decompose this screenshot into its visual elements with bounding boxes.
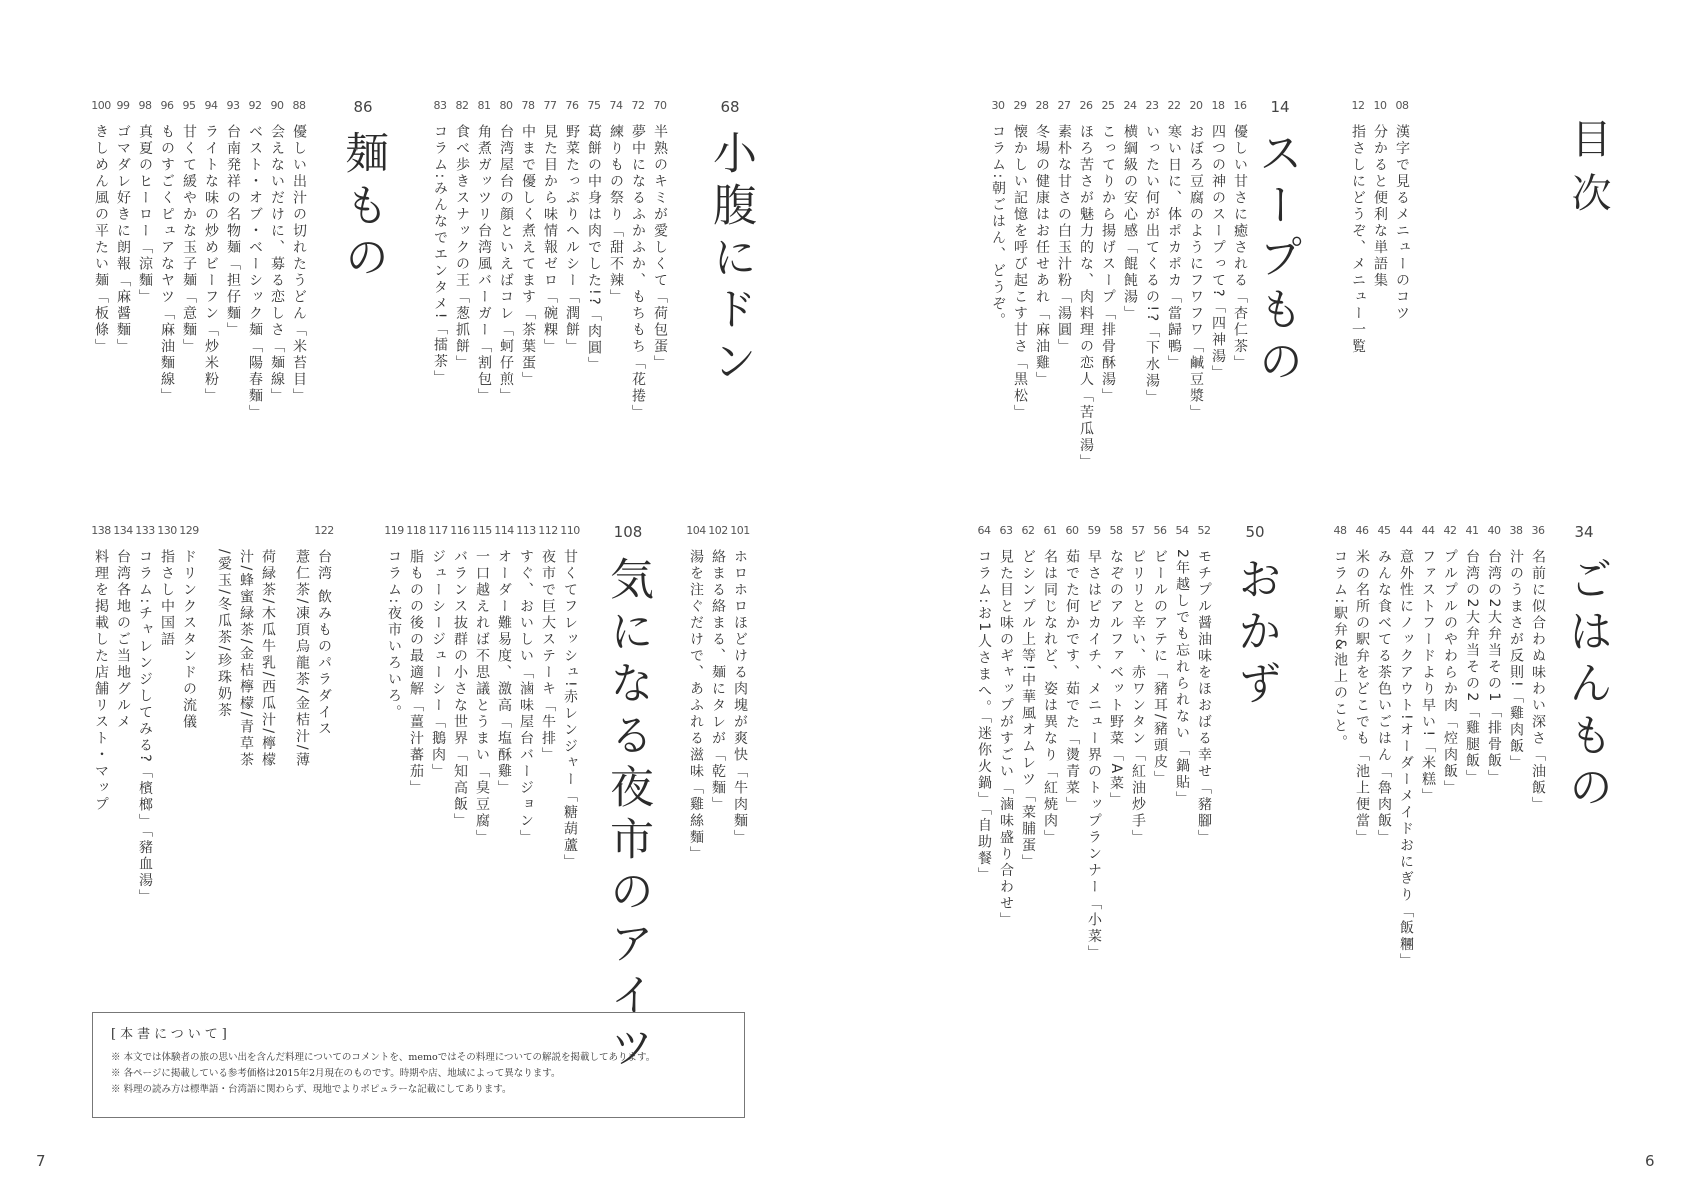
entry-text: ベスト・オブ・ベーシック麺「陽春麵」 [247,124,263,421]
list-item[interactable] [200,98,222,421]
appendix-list [90,523,200,906]
page-number: 112 [538,524,558,537]
entry-text: 台湾 飲みものパラダイス [316,549,332,738]
page-number: 95 [182,99,196,112]
list-item[interactable] [1483,523,1505,970]
list-item[interactable] [222,98,244,421]
list-item[interactable] [1061,523,1083,962]
list-item[interactable] [1207,98,1229,471]
page-number: 23 [1145,99,1159,112]
page-number: 133 [135,524,155,537]
section-page-number: 108 [613,523,643,541]
list-item[interactable] [995,523,1017,962]
page-number: 88 [292,99,306,112]
page-number: 134 [113,524,133,537]
entry-text: 甘くて緩やかな玉子麺「意麵」 [181,124,197,355]
list-item[interactable] [429,98,451,421]
entry-text: 台湾各地のご当地グルメ [115,549,131,731]
entry-text: みんな食べてる茶色いごはん「魯肉飯」 [1376,549,1392,846]
list-item[interactable] [1417,523,1439,970]
snack-list [417,98,671,421]
list-item[interactable] [451,98,473,421]
list-item[interactable] [583,98,605,421]
entry-text: 漢字で見るメニューのコツ [1394,124,1410,322]
list-item[interactable] [178,98,200,421]
entry-text: 汁のうまさが反則!「雞肉飯」 [1508,549,1524,772]
entry-text: 2年越しでも忘れられない「鍋貼」 [1174,549,1190,808]
list-item[interactable] [427,523,449,871]
entry-text: 野菜たっぷりヘルシー「潤餅」 [564,124,580,355]
section-title: 小腹にドン [705,130,756,390]
toc-list [1347,98,1413,355]
list-item [235,523,257,769]
entry-text: 真夏のヒーロー「涼麵」 [137,124,153,306]
page-number: 20 [1189,99,1203,112]
list-item[interactable] [1141,98,1163,471]
page-number: 100 [91,99,111,112]
list-item[interactable] [1347,98,1369,355]
page-number: 92 [248,99,262,112]
list-item[interactable] [1395,523,1417,970]
page-number: 16 [1233,99,1247,112]
entry-text: 脂ものの後の最適解「薑汁蕃茄」 [408,549,424,797]
entry-text: こってりから揚げスープ「排骨酥湯」 [1100,124,1116,405]
entry-text: 湯を注ぐだけで、あふれる滋味「雞絲麵」 [688,549,704,863]
page-number: 63 [999,524,1013,537]
entry-text: 食べ歩きスナックの王「葱抓餅」 [454,124,470,372]
entry-text: なぞのアルファベット野菜「A菜」 [1108,549,1124,809]
list-item[interactable] [1075,98,1097,471]
page-number: 64 [977,524,991,537]
list-item[interactable] [112,98,134,421]
page-number: 114 [494,524,514,537]
night-list-upper [685,523,751,863]
list-item[interactable] [90,523,112,906]
page-number: 80 [499,99,513,112]
page-number: 22 [1167,99,1181,112]
page-number: 122 [314,524,334,537]
entry-text: ファストフードより早い!「米糕」 [1420,549,1436,805]
list-item[interactable] [1171,523,1193,962]
page-number: 83 [433,99,447,112]
section-title: おかず [1230,556,1281,712]
soup-list [987,98,1251,471]
entry-text: すぐ、おいしい「滷味屋台バージョン」 [518,549,534,846]
list-item[interactable] [627,98,649,421]
list-item[interactable] [1461,523,1483,970]
entry-text: いったい何が出てくるの!?「下水湯」 [1144,124,1160,407]
page-number: 98 [138,99,152,112]
entry-text: コラム:チャレンジしてみる?「檳榔」「豬血湯」 [137,549,153,906]
page-number: 56 [1153,524,1167,537]
list-item[interactable] [405,523,427,871]
entry-text: 夢中になるふかふか、もちもち「花捲」 [630,124,646,421]
entry-text: 見た目と味のギャップがすごい「滷味盛り合わせ」 [998,549,1014,929]
page-number: 12 [1351,99,1365,112]
entry-text: 料理を掲載した店舗リスト・マップ [93,549,109,813]
list-item[interactable] [493,523,515,871]
list-item[interactable] [1329,523,1351,970]
page-number: 81 [477,99,491,112]
page-number: 102 [708,524,728,537]
list-item[interactable] [156,98,178,421]
list-item [257,523,279,769]
entry-text: 薏仁茶/凍頂烏龍茶/金桔汁/薄 [294,549,310,769]
list-item[interactable] [1229,98,1251,471]
page-number: 104 [686,524,706,537]
note-line: ※ 料理の読み方は標準語・台湾語に関わらず、現地でよりポピュラーな記載にしてあります。 [111,1084,512,1095]
list-item[interactable] [539,98,561,421]
list-item[interactable] [515,523,537,871]
list-item[interactable] [1527,523,1549,970]
page-number: 48 [1333,524,1347,537]
list-item[interactable] [685,523,707,863]
section-title: 気になる夜市のアイツ [602,556,653,1076]
page-number: 40 [1487,524,1501,537]
folio-right: 6 [1645,1152,1655,1170]
list-item[interactable] [1017,523,1039,962]
page-number: 54 [1175,524,1189,537]
section-page-number: 34 [1574,523,1594,541]
entry-text: 台南発祥の名物麺「担仔麵」 [225,124,241,339]
page-number: 44 [1421,524,1435,537]
list-item[interactable] [561,98,583,421]
drink-list [213,523,335,769]
noodle-list [90,98,310,421]
page-number: 41 [1465,524,1479,537]
section-title: ごはんもの [1561,556,1612,816]
page-number: 08 [1395,99,1409,112]
entry-text: おぼろ豆腐のようにフワフワ「鹹豆漿」 [1188,124,1204,421]
page-number: 60 [1065,524,1079,537]
page-number: 76 [565,99,579,112]
entry-text: /愛玉/冬瓜茶/珍珠奶茶 [216,549,232,720]
page-number: 138 [91,524,111,537]
section-page-number: 68 [720,98,740,116]
page-number: 58 [1109,524,1123,537]
entry-text: 指さし中国語 [159,549,175,648]
list-item[interactable] [729,523,751,863]
page-number: 44 [1399,524,1413,537]
entry-text: コラム:お1人さまへ。「迷你火鍋」「自助餐」 [976,549,992,884]
list-item[interactable] [134,523,156,906]
list-item[interactable] [244,98,266,421]
list-item[interactable] [1185,98,1207,471]
note-line: ※ 各ページに掲載している参考価格は2015年2月現在のものです。時期や店、地域によって異なります。 [111,1068,561,1079]
entry-text: ゴマダレ好きに朗報「麻醤麵」 [115,124,131,355]
list-item[interactable] [605,98,627,421]
list-item[interactable] [471,523,493,871]
list-item[interactable] [987,98,1009,471]
list-item[interactable] [449,523,471,871]
list-item[interactable] [288,98,310,421]
list-item[interactable] [473,98,495,421]
page-number: 36 [1531,524,1545,537]
page-number: 75 [587,99,601,112]
entry-text: 分かると便利な単語集 [1372,124,1388,289]
page-number: 93 [226,99,240,112]
entry-text: 絡まる絡まる、麺にタレが「乾麵」 [710,549,726,813]
page-number: 96 [160,99,174,112]
entry-text: モチプル醤油味をほおばる幸せ「豬腳」 [1196,549,1212,846]
page-number: 27 [1057,99,1071,112]
note-title: [本書について] [111,1027,231,1042]
entry-text: 台湾の2大弁当その2「雞腿飯」 [1464,549,1480,787]
page-number: 42 [1443,524,1457,537]
list-item [213,523,235,769]
page-number: 70 [653,99,667,112]
list-item[interactable] [559,523,581,871]
entry-text: 名は同じなれど、姿は異なり「紅焼肉」 [1042,549,1058,846]
page-number: 118 [406,524,426,537]
entry-text: 葛餅の中身は肉でした!?「肉圓」 [586,124,602,374]
entry-text: ドリンクスタンドの流儀 [181,549,197,731]
list-item[interactable] [1009,98,1031,471]
list-item[interactable] [1369,98,1391,355]
list-item[interactable] [1351,523,1373,970]
entry-text: 中まで優しく煮えてます「茶葉蛋」 [520,124,536,388]
list-item[interactable] [1127,523,1149,962]
entry-text: どシンプル上等!中華風オムレツ「菜脯蛋」 [1020,549,1036,871]
page-number: 30 [991,99,1005,112]
entry-text: ビールのアテに「豬耳/豬頭皮」 [1152,549,1168,788]
entry-text: 半熟のキミが愛しくて「荷包蛋」 [652,124,668,372]
entry-text: 優しい甘さに癒される「杏仁茶」 [1232,124,1248,372]
page-number: 74 [609,99,623,112]
entry-text: 意外性にノックアウト!オーダーメイドおにぎり「飯糰」 [1398,549,1414,970]
about-this-book-box [92,1012,745,1118]
section-title: スープもの [1251,130,1302,390]
entry-text: 汁/蜂蜜緑茶/金桔檸檬/青草茶 [238,549,254,769]
entry-text: ホロホロほどける肉塊が爽快「牛肉麵」 [732,549,748,846]
page-number: 26 [1079,99,1093,112]
okazu-list [973,523,1215,962]
list-item[interactable] [1373,523,1395,970]
entry-text: オーダー難易度、激高「塩酥雞」 [496,549,512,797]
entry-text: 台湾の2大弁当その1「排骨飯」 [1486,549,1502,787]
page-number: 116 [450,524,470,537]
list-item [291,523,313,769]
list-item[interactable] [313,523,335,769]
entry-text: プルプルのやわらか肉「焢肉飯」 [1442,549,1458,797]
section-page-number: 86 [353,98,373,116]
page-number: 25 [1101,99,1115,112]
list-item[interactable] [1439,523,1461,970]
night-list [371,523,581,871]
entry-text: 懐かしい記憶を呼び起こす甘さ「黒松」 [1012,124,1028,421]
entry-text: 指さしにどうぞ、メニュー一覧 [1350,124,1366,355]
entry-text: 夜市で巨大ステーキ「牛排」 [540,549,556,764]
list-item[interactable] [1083,523,1105,962]
list-item[interactable] [1105,523,1127,962]
page-number: 61 [1043,524,1057,537]
page-number: 110 [560,524,580,537]
entry-text: 会えないだけに、募る恋しさ「麺線」 [269,124,285,405]
entry-text: 米の名所の駅弁をどこでも「池上便當」 [1354,549,1370,846]
page-number: 99 [116,99,130,112]
page-number: 90 [270,99,284,112]
page-number: 29 [1013,99,1027,112]
list-item[interactable] [156,523,178,906]
entry-text: 甘くてフレッシュ!赤レンジャー「糖葫蘆」 [562,549,578,871]
list-item[interactable] [537,523,559,871]
page-number: 52 [1197,524,1211,537]
list-item[interactable] [90,98,112,421]
page-number: 38 [1509,524,1523,537]
entry-text: ほろ苦さが魅力的な、肉料理の恋人「苦瓜湯」 [1078,124,1094,471]
list-item[interactable] [383,523,405,871]
entry-text: 素朴な甘さの白玉汁粉「湯圓」 [1056,124,1072,355]
list-item[interactable] [649,98,671,421]
page-number: 82 [455,99,469,112]
page-number: 78 [521,99,535,112]
entry-text: 茹でた何かです、茹でた「燙青菜」 [1064,549,1080,813]
list-item[interactable] [1193,523,1215,962]
folio-left: 7 [36,1152,46,1170]
list-item[interactable] [1163,98,1185,471]
entry-text: 優しい出汁の切れたうどん「米苔目」 [291,124,307,405]
page-number: 18 [1211,99,1225,112]
list-item[interactable] [1391,98,1413,355]
list-item[interactable] [1505,523,1527,970]
page-number: 129 [179,524,199,537]
page-number: 72 [631,99,645,112]
page-number: 130 [157,524,177,537]
page-number: 101 [730,524,750,537]
list-item[interactable] [1119,98,1141,471]
entry-text: きしめん風の平たい麺「板條」 [93,124,109,355]
page-number: 10 [1373,99,1387,112]
entry-text: 荷緑茶/木瓜牛乳/西瓜汁/檸檬 [260,549,276,769]
entry-text: 台湾屋台の顔といえばコレ「蚵仔煎」 [498,124,514,405]
entry-text: 冬場の健康はお任せあれ「麻油雞」 [1034,124,1050,388]
entry-text: 一口越えれば不思議とうまい「臭豆腐」 [474,549,490,846]
list-item[interactable] [973,523,995,962]
entry-text: ジューシージューシー「鵝肉」 [430,549,446,780]
entry-text: 角煮ガッツリ台湾風バーガー「割包」 [476,124,492,405]
entry-text: コラム:夜市いろいろ。 [386,549,402,722]
page-number: 24 [1123,99,1137,112]
section-page-number: 50 [1245,523,1265,541]
list-item[interactable] [1039,523,1061,962]
list-item[interactable] [517,98,539,421]
page-number: 113 [516,524,536,537]
entry-text: 寒い日に、体ポカポカ「當歸鴨」 [1166,124,1182,372]
entry-text: バランス抜群の小さな世界「知高飯」 [452,549,468,830]
page-number: 59 [1087,524,1101,537]
entry-text: コラム:朝ごはん、どうぞ。 [990,124,1006,330]
list-item[interactable] [112,523,134,906]
entry-text: コラム:みんなでエンタメ!「擂茶」 [432,124,448,387]
entry-text: 名前に似合わぬ味わい深さ「油飯」 [1530,549,1546,813]
entry-text: ピリリと辛い、赤ワンタン「紅油炒手」 [1130,549,1146,846]
page-number: 57 [1131,524,1145,537]
list-item[interactable] [1031,98,1053,471]
list-item[interactable] [1149,523,1171,962]
entry-text: 四つの神のスープって?「四神湯」 [1210,124,1226,382]
list-item[interactable] [707,523,729,863]
list-item[interactable] [1053,98,1075,471]
page-number: 46 [1355,524,1369,537]
note-line: ※ 本文では体験者の旅の思い出を含んだ料理についてのコメントを、memoではその料理についての解説を掲載してあります。 [111,1052,656,1063]
page-number: 94 [204,99,218,112]
list-item[interactable] [495,98,517,421]
page-number: 119 [384,524,404,537]
list-item[interactable] [134,98,156,421]
page-number: 77 [543,99,557,112]
toc-title: 目次 [1565,118,1611,226]
section-page-number: 14 [1270,98,1290,116]
entry-text: 早さはピカイチ、メニュー界のトップランナー「小菜」 [1086,549,1102,962]
page-number: 117 [428,524,448,537]
list-item[interactable] [1097,98,1119,471]
entry-text: 横綱級の安心感「餛飩湯」 [1122,124,1138,322]
entry-text: コラム:駅弁&池上のこと。 [1332,549,1348,752]
list-item[interactable] [266,98,288,421]
entry-text: ものすごくピュアなヤツ「麻油麵線」 [159,124,175,405]
rice-list [1329,523,1549,970]
entry-text: 見た目から味情報ゼロ「碗粿」 [542,124,558,355]
page-number: 62 [1021,524,1035,537]
entry-text: 練りもの祭り「甜不辣」 [608,124,624,306]
entry-text: ライトな味の炒めビーフン「炒米粉」 [203,124,219,405]
list-item[interactable] [178,523,200,906]
section-title: 麺もの [337,130,388,286]
page-number: 28 [1035,99,1049,112]
page-number: 45 [1377,524,1391,537]
page-number: 115 [472,524,492,537]
